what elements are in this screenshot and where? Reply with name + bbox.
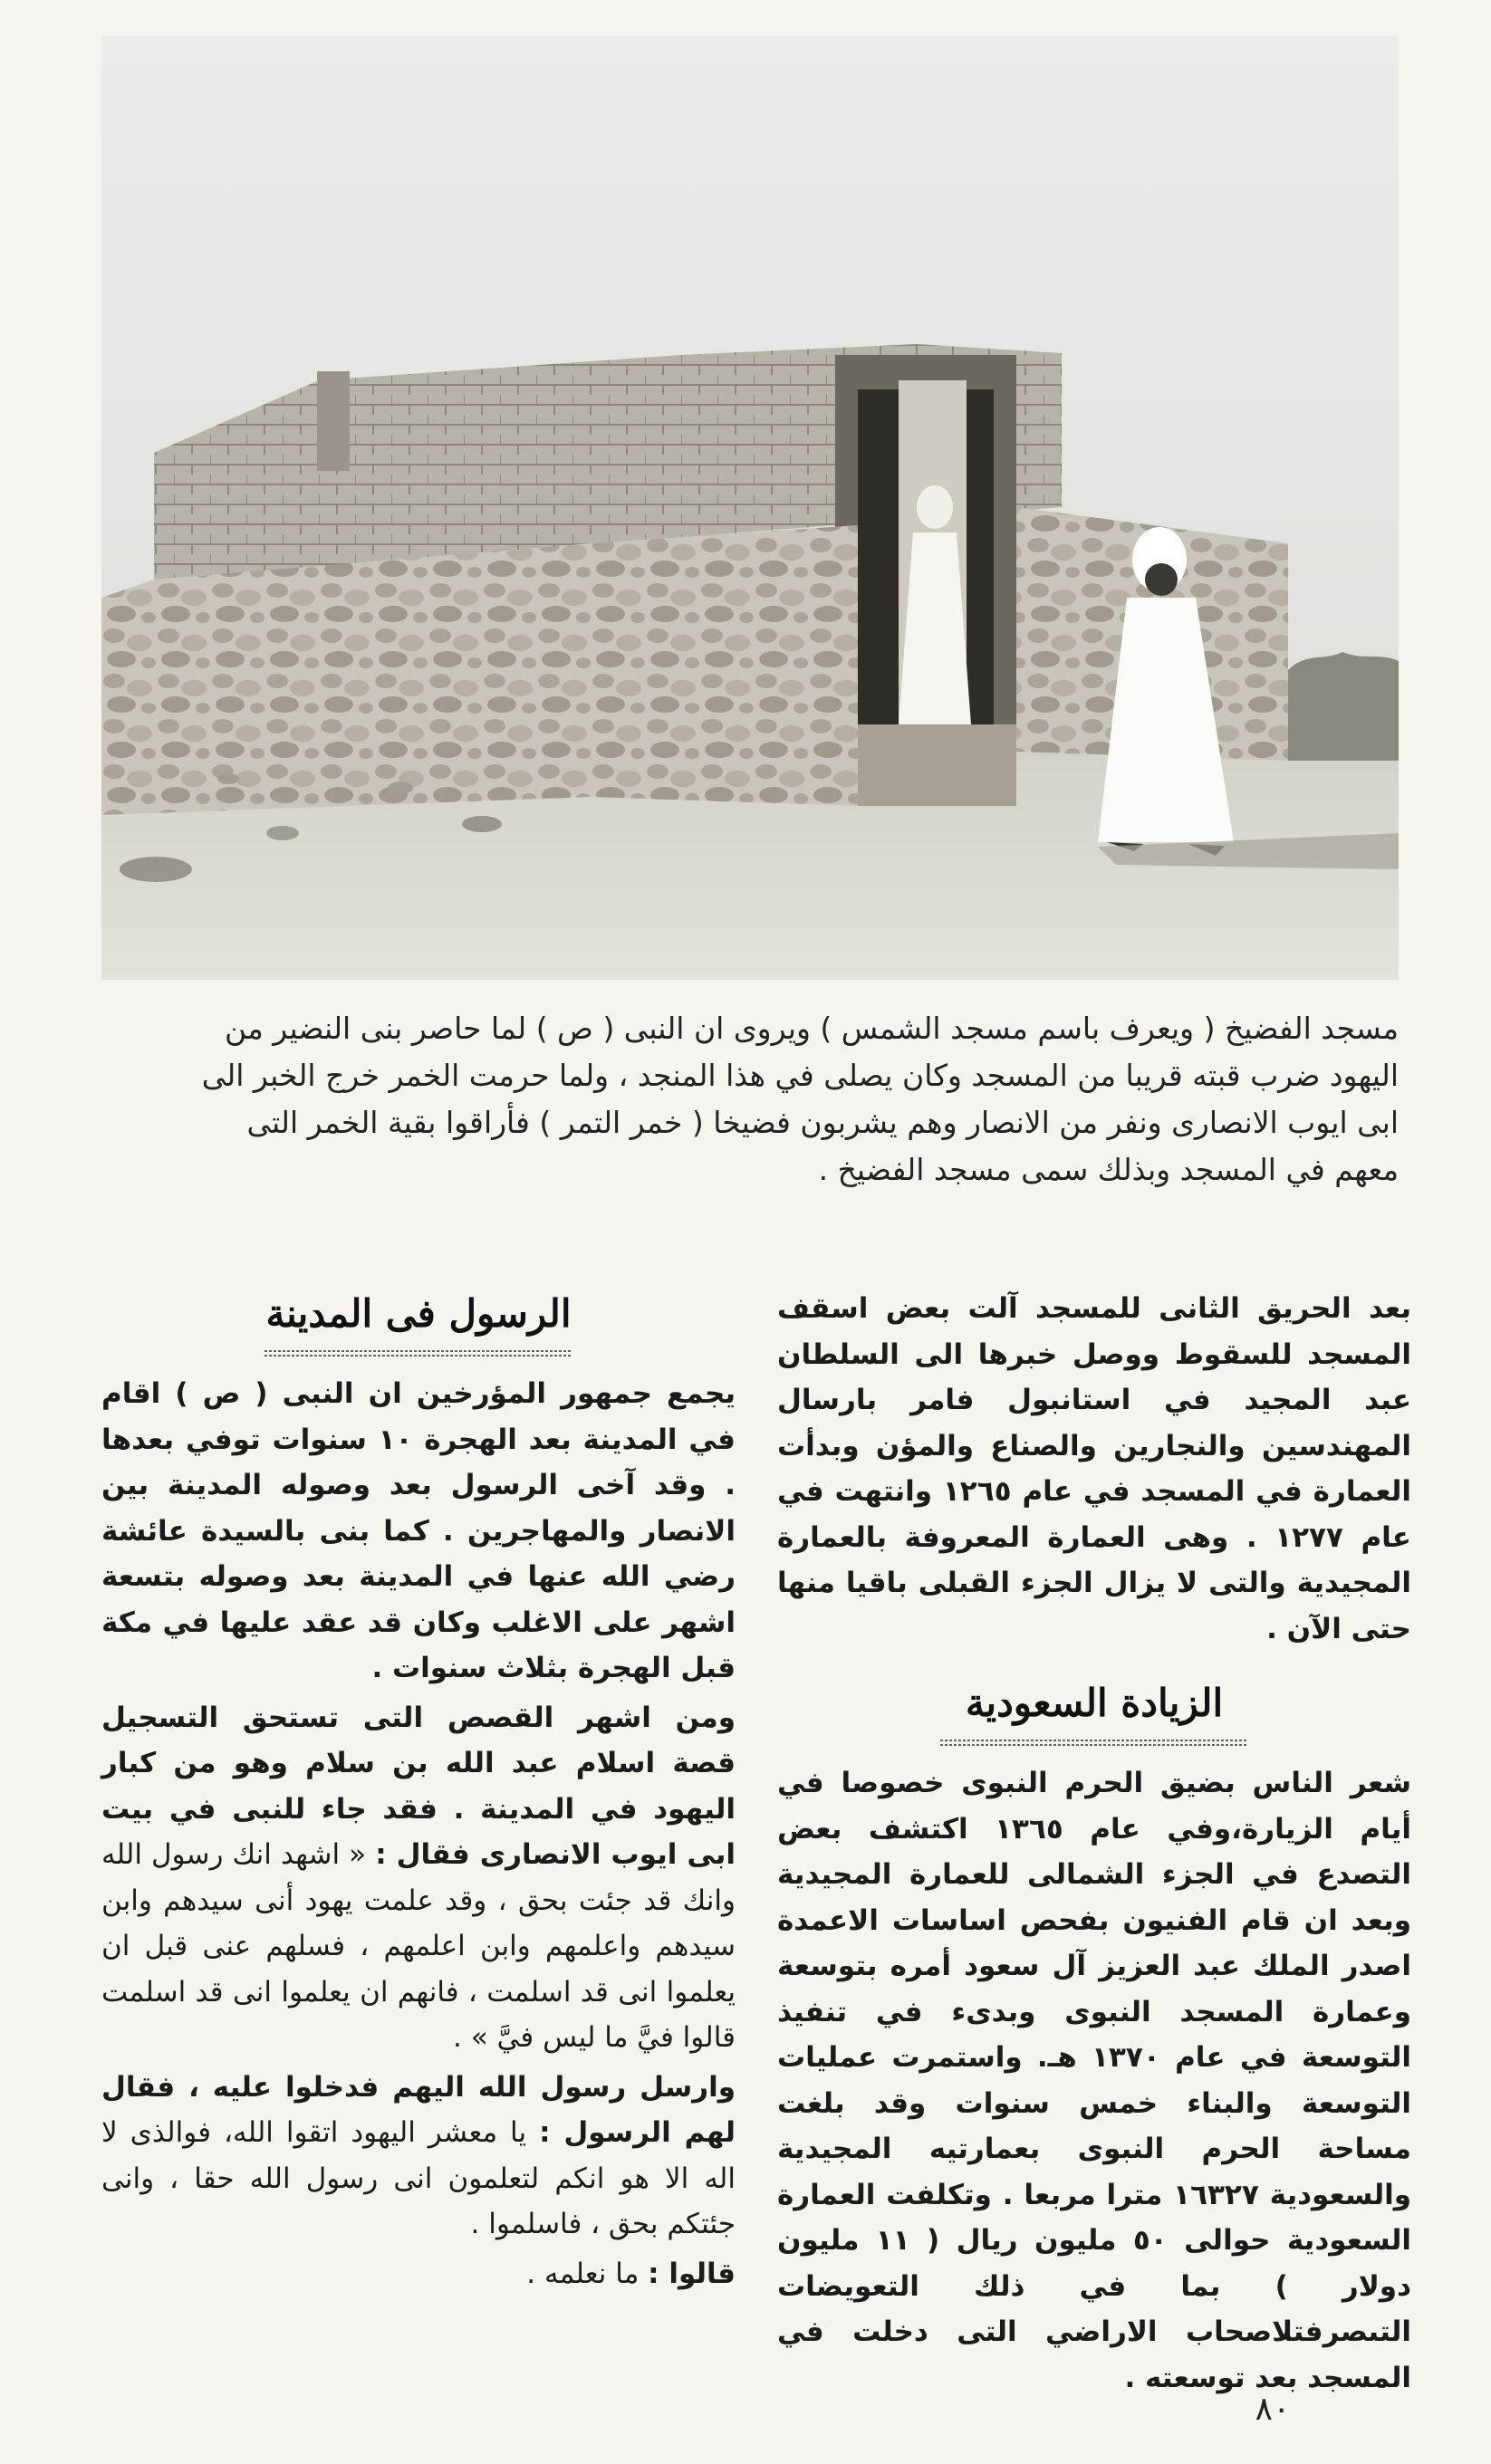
text-bold: قالوا :	[648, 2257, 736, 2290]
photo-caption	[101, 1005, 1399, 1194]
saudi-expansion-paragraph: شعر الناس بضيق الحرم النبوى خصوصا في أيام الزيارة،وفي عام ١٣٦٥ اكتشف بعض التصدع في الجزء الشمالى للعمارة المجيدية وبعد ان قام الفنيون بفحص اساسات الاعمدة اصدر الملك عبد العزيز آل سعود أمره بتوسعة وعمارة المسجد النبوى وبدىء في تنفيذ التوسعة في عام ١٣٧٠ هـ. واستمرت عمليات التوسعة والبناء خمس سنوات وقد بلغت مساحة الحرم النبوى بعمارتيه المجيدية والسعودية ١٦٣٢٧ مترا مربعا . وتكلفت العمارة السعودية حوالى ٥٠ مليون ريال ( ١١ مليون دولار ) بما في ذلك التعويضات التىصرفتلاصحاب الاراضي التى دخلت في المسجد بعد توسعته .	[777, 1767, 1412, 2394]
intro-paragraph: بعد الحريق الثانى للمسجد آلت بعض اسقف المسجد للسقوط ووصل خبرها الى السلطان عبد المجيد في استانبول فامر بارسال المهندسين والنجارين والصناع والمؤن وبدأت العمارة في المسجد في عام ١٢٦٥ وانتهت في عام ١٢٧٧ . وهى العمارة المعروفة بالعمارة المجيدية والتى لا يزال الجزء القبلى باقيا منها حتى الآن .	[777, 1292, 1412, 1645]
quote-text: « اشهد انك رسول الله وانك قد جئت بحق ، وقد علمت يهود أنى سيدهم وابن سيدهم واعلمهم وابن اعلمهم ، فسلهم عنى قبل ان يعلموا انى قد اسلمت ، فانهم ان يعلموا انى قد اسلمت قالوا فيَّ ما ليس فيَّ » .	[101, 1838, 736, 2054]
text-bold: ومن اشهر القصص التى تستحق التسجيل قصة اسلام عبد الله بن سلام وهو من كبار اليهود في المدينة . فقد جاء للنبى في بيت ابى ايوب الانصارى فقال :	[101, 1701, 736, 1871]
caption-line: ابى ايوب الانصارى ونفر من الانصار وهم يشربون فضيخا ( خمر التمر ) فأراقوا بقية الخمر التى	[246, 1105, 1399, 1140]
caption-line: معهم في المسجد وبذلك سمى مسجد الفضيخ .	[818, 1152, 1399, 1187]
mosque-ruin-illustration	[101, 36, 1399, 980]
section-heading-prophet-in-medina: الرسول فى المدينة	[265, 1291, 572, 1336]
quote-text: ما نعلمه .	[526, 2257, 649, 2290]
medina-paragraph-4	[101, 2251, 736, 2297]
caption-line: اليهود ضرب قبته قريبا من المسجد وكان يصلى في هذا المنجد ، ولما حرمت الخمر خرج الخبر الى	[201, 1058, 1399, 1093]
mosque-photo	[101, 36, 1399, 980]
left-column	[101, 1286, 736, 2296]
heading-underline	[265, 1347, 572, 1358]
medina-paragraph-1: يجمع جمهور المؤرخين ان النبى ( ص ) اقام في المدينة بعد الهجرة ١٠ سنوات توفي بعدها . وقد آخى الرسول بعد وصوله المدينة بين الانصار والمهاجرين . كما بنى بالسيدة عائشة رضي الله عنها في المدينة بعد وصوله بتسعة اشهر على الاغلب وكان قد عقد عليها في مكة قبل الهجرة بثلاث سنوات .	[101, 1377, 736, 1684]
section-heading-saudi-expansion: الزيادة السعودية	[965, 1681, 1224, 1725]
page-number: ٨٠	[1255, 2391, 1291, 2428]
quote-text: يا معشر اليهود اتقوا الله، فوالذى لا اله الا هو انكم لتعلمون انى رسول الله حقا ، وانى جئتكم بحق ، فاسلموا .	[101, 2116, 736, 2240]
medina-paragraph-2	[101, 1695, 736, 2061]
heading-underline	[940, 1737, 1248, 1748]
caption-line: مسجد الفضيخ ( ويعرف باسم مسجد الشمس ) ويروى ان النبى ( ص ) لما حاصر بنى النضير من	[224, 1011, 1399, 1046]
text-bold: وارسل رسول الله اليهم فدخلوا عليه ، فقال لهم الرسول :	[101, 2070, 736, 2149]
right-column	[777, 1286, 1411, 2401]
medina-paragraph-3	[101, 2065, 736, 2248]
